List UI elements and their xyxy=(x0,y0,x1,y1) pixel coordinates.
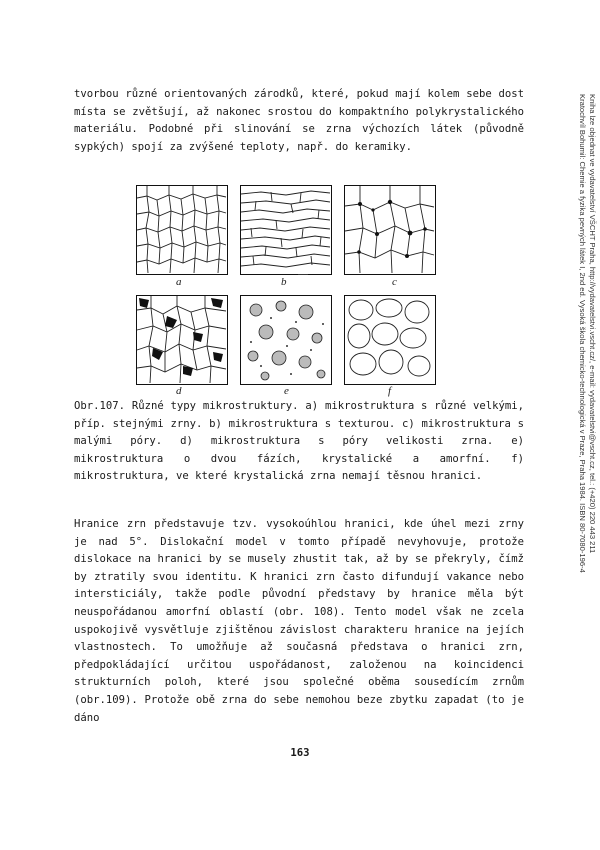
citation-line-1: Kratochvíl Bohumil: Chemie a fyzika pevných látek I, 2nd ed. Vysoká škola chemicko-technologická v Praze, Praha 1984. ISBN 80-7080-196-4 xyxy=(578,94,587,573)
micro-panel-e xyxy=(240,295,332,385)
loose-grains-in-matrix-pattern xyxy=(345,296,434,383)
polygonal-grains-pattern xyxy=(137,186,226,273)
micro-panel-f xyxy=(344,295,436,385)
micro-panel-c xyxy=(344,185,436,275)
body-paragraph-2: Hranice zrn představuje tzv. vysokoúhlou hranici, kde úhel mezi zrny je nad 5°. Dislokační model v tomto případě nevyhovuje, protože dislokace na hranici by se musely zhustit tak, až by se překryly, čímž by ztratily svou identitu. K hranici zrn často difundují vakance nebo intersticiály, takže podle původní představy by hranice měla být neuspořádanou amorfní oblastí (obr. 108). Tento model však ne zcela uspokojivě vysvětluje zjištěnou závislost charakteru hranice na jejích vlastnostech. To umožňuje až současná představa o hranici zrn, předpokládající určitou uspořádanost, založenou na koincidenci strukturních poloh, které jsou společné oběma sousedícím zrnům (obr.109). Protože obě zrna do sebe nemohou beze zbytku zapadat (to je dáno xyxy=(74,518,524,724)
figure-caption: Obr.107. Různé typy mikrostruktury. a) mikrostruktura s různé velkými, příp. stejnými zrny. b) mikrostruktura s texturou. c) mikrostruktura s malými póry. d) mikrostruktura s póry velikosti zrna. e) mikrostruktura o dvou fázích, krystalické a amorfní. f) mikrostruktura, ve které krystalická zrna nemají těsnou hranici. xyxy=(74,400,524,483)
grains-with-small-pores-pattern xyxy=(345,186,434,273)
micro-panel-b xyxy=(240,185,332,275)
panel-label-e: e xyxy=(284,385,289,397)
panel-label-c: c xyxy=(392,276,397,288)
panel-label-f: f xyxy=(388,385,392,397)
citation-line-2: Kniha lze objednat ve vydavatelství VŠCHT Praha, http://vydavatelstvi.vscht.cz/, e-mail: vydavatelstvi@vscht.cz, tel.: (+420) 220 443 211 xyxy=(588,94,597,554)
tick-mark xyxy=(298,274,308,275)
micro-panel-a xyxy=(136,185,228,275)
body-paragraph-1: tvorbou různé orientovaných zárodků, které, pokud mají kolem sebe dost místa se zvětšují, až nakonec srostou do kompaktního polykrystalického materiálu. Podobné při slinování se zrna výchozích látek (původně sypkých) spojí za zvýšené teploty, např. do keramiky. xyxy=(74,88,524,153)
micro-panel-d xyxy=(136,295,228,385)
panel-label-a: a xyxy=(176,276,182,288)
two-phase-crystalline-amorphous-pattern xyxy=(241,296,330,383)
panel-label-b: b xyxy=(281,276,287,288)
textured-elongated-grains-pattern xyxy=(241,186,330,273)
grains-with-large-pores-pattern xyxy=(137,296,226,383)
panel-label-d: d xyxy=(176,385,182,397)
page-number: 163 xyxy=(290,747,310,759)
citation-sidebar xyxy=(572,94,596,714)
